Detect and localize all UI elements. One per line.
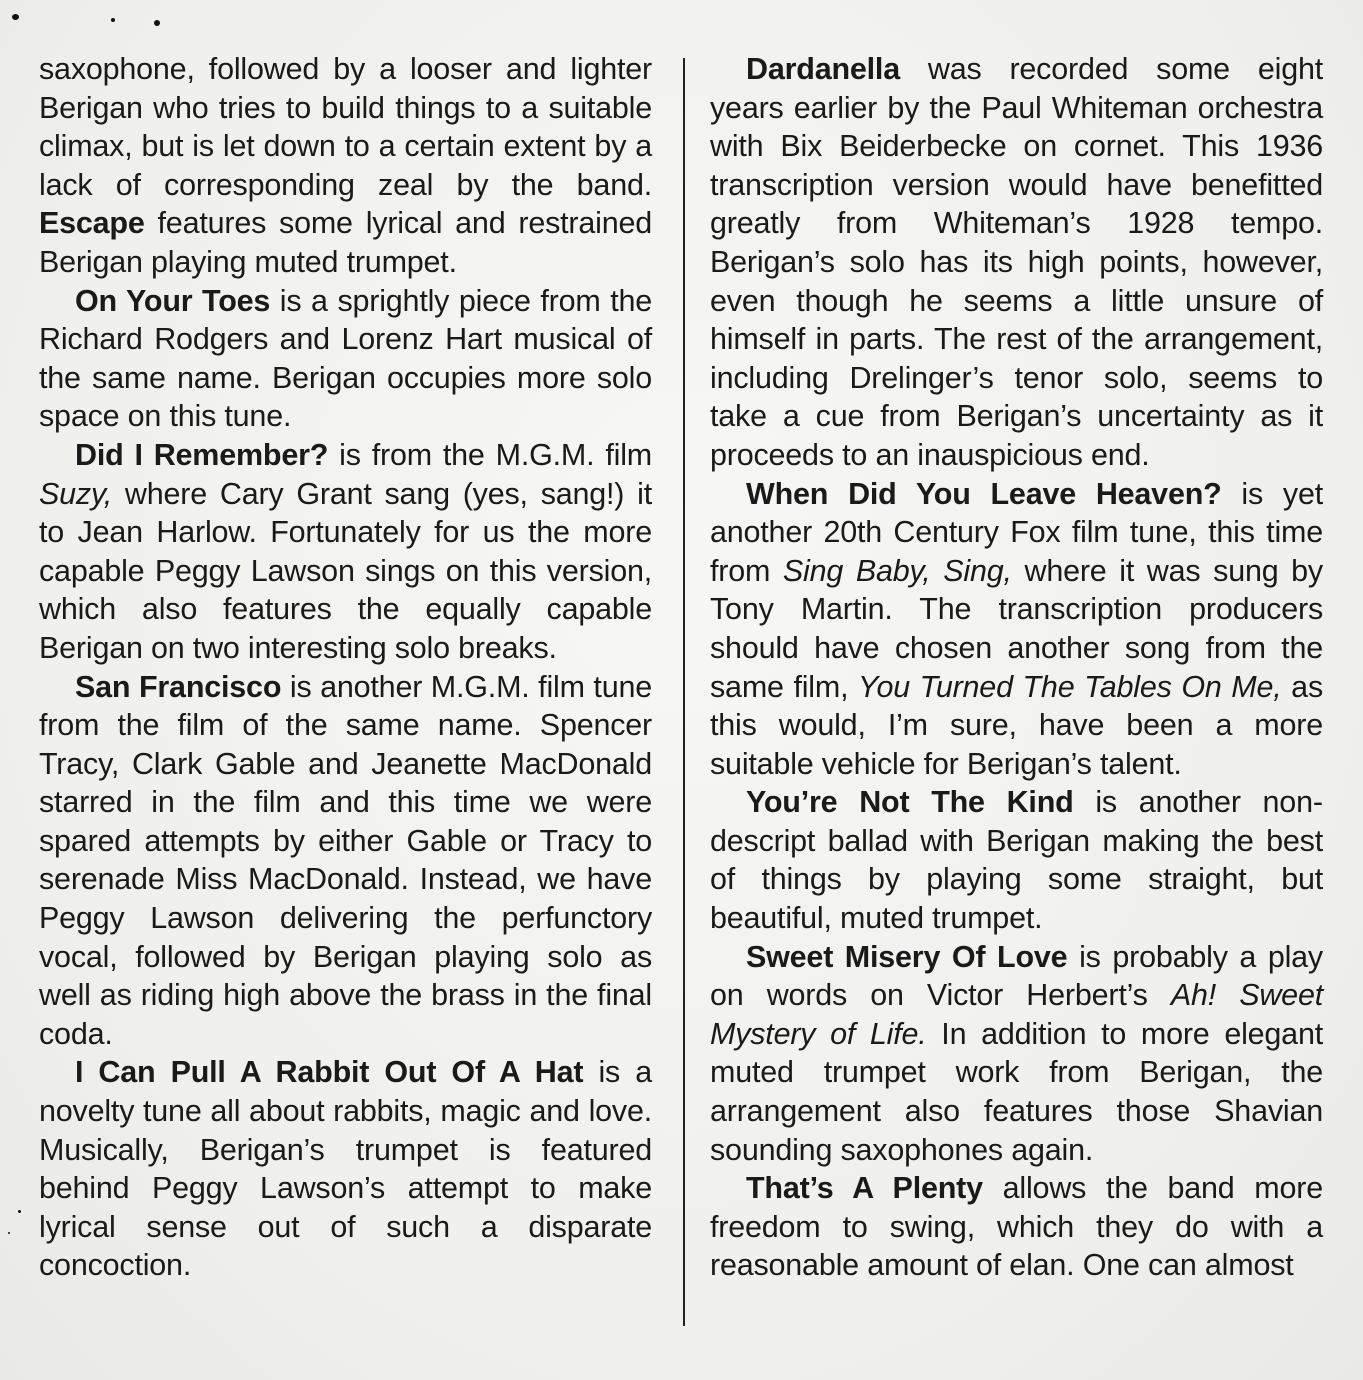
paragraph-text: is another M.G.M. film tune from the film of the same name. Spencer Tracy, Clark Gable and Jeanette MacDonald starred in the film and this time we were spared attempts by either Gable or Tracy to serenade Miss MacDonald. Instead, we have Peggy Lawson delivering the perfunctory vocal, followed by Berigan playing solo as well as riding high above the brass in the final coda. (39, 669, 652, 1051)
paragraph-continued-saxophone (39, 50, 652, 282)
film-title: Suzy, (39, 476, 113, 511)
paragraph-text: is another nondescript ballad with Berigan making the best of things by playing some straight, but beautiful, muted trumpet. (710, 785, 1323, 936)
song-title-italic: You Turned The Tables On Me, (858, 669, 1282, 704)
paragraph-text: In addition to more elegant muted trumpet work from Berigan, the arrangement also features those Shavian sounding saxophones again. (710, 1016, 1323, 1167)
paragraph-text: was recorded some eight years earlier by the Paul Whiteman orchestra with Bix Beiderbecke on cornet. This 1936 transcription version would have benefitted greatly from Whiteman’s 1928 tempo. Berigan’s solo has its high points, however, even though he seems a little unsure of himself in parts. The rest of the arrangement, including Drelinger’s tenor solo, seems to take a cue from Berigan’s uncertainty as it proceeds to an inauspicious end. (710, 52, 1323, 472)
song-title: San Francisco (75, 669, 282, 704)
paragraph-text: saxophone, followed by a looser and lighter Berigan who tries to build things to a suitable climax, but is let down to a certain extent by a lack of corresponding zeal by the band. (39, 52, 652, 202)
paragraph-dardanella (710, 50, 1323, 475)
film-title: Sing Baby, Sing, (782, 553, 1012, 588)
song-title-italic: Ah! Sweet Mystery of Life. (710, 978, 1323, 1051)
paragraph-text: is probably a play on words on Victor Herbert’s (710, 939, 1323, 1013)
paragraph-sweet-misery-of-love (710, 938, 1323, 1170)
paragraph-text: where it was sung by Tony Martin. The transcription producers should have chosen another song from the same film, (710, 553, 1323, 704)
song-title: That’s A Plenty (746, 1171, 983, 1206)
left-column (39, 50, 652, 1285)
song-title: Sweet Misery Of Love (746, 939, 1068, 974)
paragraph-rabbit-out-of-a-hat (39, 1053, 652, 1285)
song-title: Escape (39, 206, 145, 241)
paragraph-text: allows the band more freedom to swing, which they do with a reasonable amount of elan. One can almost (710, 1171, 1323, 1283)
ink-speck (111, 18, 115, 22)
paragraph-youre-not-the-kind (710, 783, 1323, 937)
paragraph-text: as this would, I’m sure, have been a more suitable vehicle for Berigan’s talent. (710, 669, 1323, 781)
right-column (710, 50, 1323, 1285)
paragraph-on-your-toes (39, 282, 652, 436)
song-title: On Your Toes (75, 283, 271, 318)
column-divider (683, 58, 685, 1326)
paragraph-san-francisco (39, 668, 652, 1054)
song-title: Dardanella (746, 52, 900, 86)
paragraph-text: is from the M.G.M. film (328, 437, 652, 472)
paragraph-text: is yet another 20th Century Fox film tune, this time from (710, 476, 1324, 588)
ink-speck (154, 20, 160, 26)
paragraph-did-i-remember (39, 436, 652, 668)
paragraph-text: where Cary Grant sang (yes, sang!) it to Jean Harlow. Fortunately for us the more capable Peggy Lawson sings on this version, which also features the equally capable Berigan on two interesting solo breaks. (39, 476, 652, 665)
paragraph-when-did-you-leave-heaven (710, 475, 1323, 784)
paragraph-text: features some lyrical and restrained Berigan playing muted trumpet. (39, 206, 652, 279)
ink-speck (12, 14, 19, 20)
ink-speck (8, 1232, 10, 1234)
paragraph-thats-a-plenty (710, 1169, 1323, 1285)
song-title: I Can Pull A Rabbit Out Of A Hat (75, 1055, 584, 1090)
song-title: Did I Remember? (75, 437, 329, 472)
song-title: When Did You Leave Heaven? (746, 476, 1222, 511)
paragraph-text: is a sprightly piece from the Richard Rodgers and Lorenz Hart musical of the same name. Berigan occupies more solo space on this tune. (39, 283, 653, 434)
paragraph-text: is a novelty tune all about rabbits, magic and love. Musically, Berigan’s trumpet is featured behind Peggy Lawson’s attempt to make lyrical sense out of such a disparate concoction. (39, 1055, 652, 1283)
song-title: You’re Not The Kind (746, 785, 1074, 820)
ink-speck (18, 1210, 21, 1213)
